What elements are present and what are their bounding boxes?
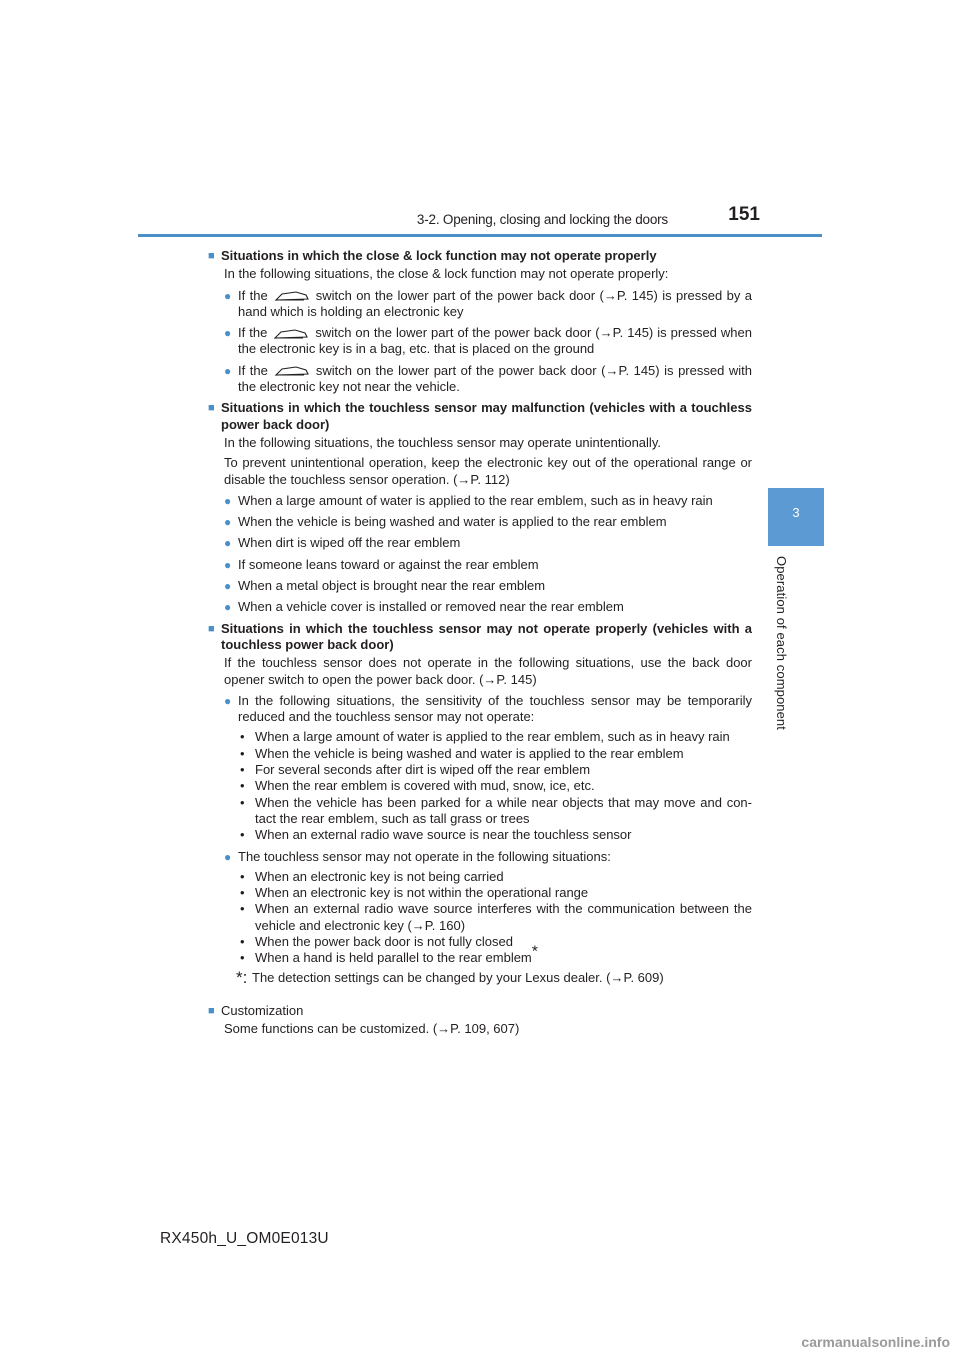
bullet-dot: ● xyxy=(224,693,232,708)
malfunction-para-2: To prevent unintentional operation, keep the electronic key out of the operational range or disable the touchless sensor operation. (→P. 112) xyxy=(224,455,752,487)
list-item: ● When a large amount of water is applied to the rear emblem, such as in heavy rain xyxy=(224,492,713,508)
page-content xyxy=(208,243,752,1041)
sub-marker: • xyxy=(240,885,245,901)
sub-item: • When an external radio wave source is near the touchless sensor xyxy=(240,827,632,843)
section-heading-malfunction: ■ Situations in which the touchless sensor may malfunction (vehicles with a touchless power back door) xyxy=(208,400,752,432)
sub-item: • When the vehicle has been parked for a while near objects that may move and con-tact the rear emblem, such as tall grass or trees xyxy=(240,794,752,826)
sub-marker: • xyxy=(240,745,245,761)
square-marker: ■ xyxy=(208,622,215,635)
bullet-dot: ● xyxy=(224,363,232,378)
watermark: carmanualsonline.info xyxy=(801,1334,950,1350)
car-lock-icon xyxy=(273,328,309,340)
list-item: ● If the switch on the lower part of the power back door (→P. 145) is pressed with the electronic key not near the vehicle. xyxy=(224,362,752,395)
list-item: ● When dirt is wiped off the rear emblem xyxy=(224,535,461,551)
list-item: ● If the switch on the lower part of the power back door (→P. 145) is pressed when the electronic key is in a bag, etc. that is placed on the ground xyxy=(224,325,752,357)
list-item: ● If someone leans toward or against the rear emblem xyxy=(224,556,539,572)
car-lock-icon xyxy=(274,365,310,377)
section-heading-customization: ■ Customization xyxy=(208,1002,304,1018)
sub-item: • When the power back door is not fully closed xyxy=(240,933,513,949)
bullet-dot: ● xyxy=(224,515,232,530)
sub-marker: • xyxy=(240,933,245,949)
list-item: ● In the following situations, the sensitivity of the touchless sensor may be temporarily reduced and the touchless sensor may not operate: xyxy=(224,692,752,725)
asterisk: * xyxy=(531,943,538,961)
footnote: *: The detection settings can be changed by your Lexus dealer. (→P. 609) xyxy=(236,967,664,987)
sub-item: • When a large amount of water is applied to the rear emblem, such as in heavy rain xyxy=(240,729,730,745)
sub-list-not-operate xyxy=(208,869,752,967)
close-lock-intro: In the following situations, the close & lock function may not operate properly: xyxy=(224,266,669,282)
sub-item: • When an electronic key is not within the operational range xyxy=(240,885,589,901)
square-marker: ■ xyxy=(208,250,215,262)
customization-para: Some functions can be customized. (→P. 109, 607) xyxy=(224,1021,520,1037)
chapter-tab: 3 xyxy=(768,488,824,546)
sub-marker: • xyxy=(240,868,245,884)
car-lock-icon xyxy=(274,290,310,302)
section-heading-close-lock: ■ Situations in which the close & lock function may not operate properly xyxy=(208,248,657,263)
sub-item: • When the vehicle is being washed and water is applied to the rear emblem xyxy=(240,745,684,761)
sub-marker: • xyxy=(240,794,245,810)
square-marker: ■ xyxy=(208,402,215,415)
sub-marker: • xyxy=(240,778,245,794)
sub-item: • For several seconds after dirt is wiped off the rear emblem xyxy=(240,762,591,778)
bullet-dot: ● xyxy=(224,288,232,303)
sub-marker: • xyxy=(240,950,245,966)
sub-item: • When an external radio wave source interferes with the communication between the vehicle and electronic key (→P. 160) xyxy=(240,901,752,933)
list-item: ● When a vehicle cover is installed or removed near the rear emblem xyxy=(224,599,624,615)
not-operate-para: If the touchless sensor does not operate in the following situations, use the back door opener switch to open the power back door. (→P. 145) xyxy=(224,655,752,687)
bullet-dot: ● xyxy=(224,849,232,864)
footnote-mark: *: xyxy=(236,967,248,987)
list-item: ● When a metal object is brought near the rear emblem xyxy=(224,578,546,594)
section-title: 3-2. Opening, closing and locking the doors xyxy=(416,212,668,227)
bullet-dot: ● xyxy=(224,579,232,594)
page-number: 151 xyxy=(728,204,760,225)
sub-marker: • xyxy=(240,827,245,843)
sub-marker: • xyxy=(240,762,245,778)
bullet-dot: ● xyxy=(224,536,232,551)
sub-list-sensitivity xyxy=(208,729,752,843)
sub-item: • When the rear emblem is covered with mud, snow, ice, etc. xyxy=(240,778,595,794)
sub-item: • When an electronic key is not being carried xyxy=(240,868,504,884)
bullet-dot: ● xyxy=(224,326,232,341)
sub-marker: • xyxy=(240,901,245,917)
bullet-dot: ● xyxy=(224,557,232,572)
bullet-dot: ● xyxy=(224,493,232,508)
square-marker: ■ xyxy=(208,1004,215,1017)
sub-item: • When a hand is held parallel to the rear emblem* xyxy=(240,943,538,966)
section-heading-not-operate: ■ Situations in which the touchless sensor may not operate properly (vehicles with a touchless power back door) xyxy=(208,620,752,652)
list-item: ● If the switch on the lower part of the power back door (→P. 145) is pressed by a hand which is holding an electronic key xyxy=(224,287,752,319)
list-item: ● When the vehicle is being washed and water is applied to the rear emblem xyxy=(224,514,667,530)
malfunction-para-1: In the following situations, the touchless sensor may operate unintentionally. xyxy=(224,434,661,450)
list-item: ● The touchless sensor may not operate in the following situations: xyxy=(224,848,611,864)
manual-code: RX450h_U_OM0E013U xyxy=(160,1230,329,1247)
page-header xyxy=(138,200,822,237)
sub-marker: • xyxy=(240,729,245,745)
chapter-title: Operation of each component xyxy=(774,556,789,730)
bullet-dot: ● xyxy=(224,600,232,615)
